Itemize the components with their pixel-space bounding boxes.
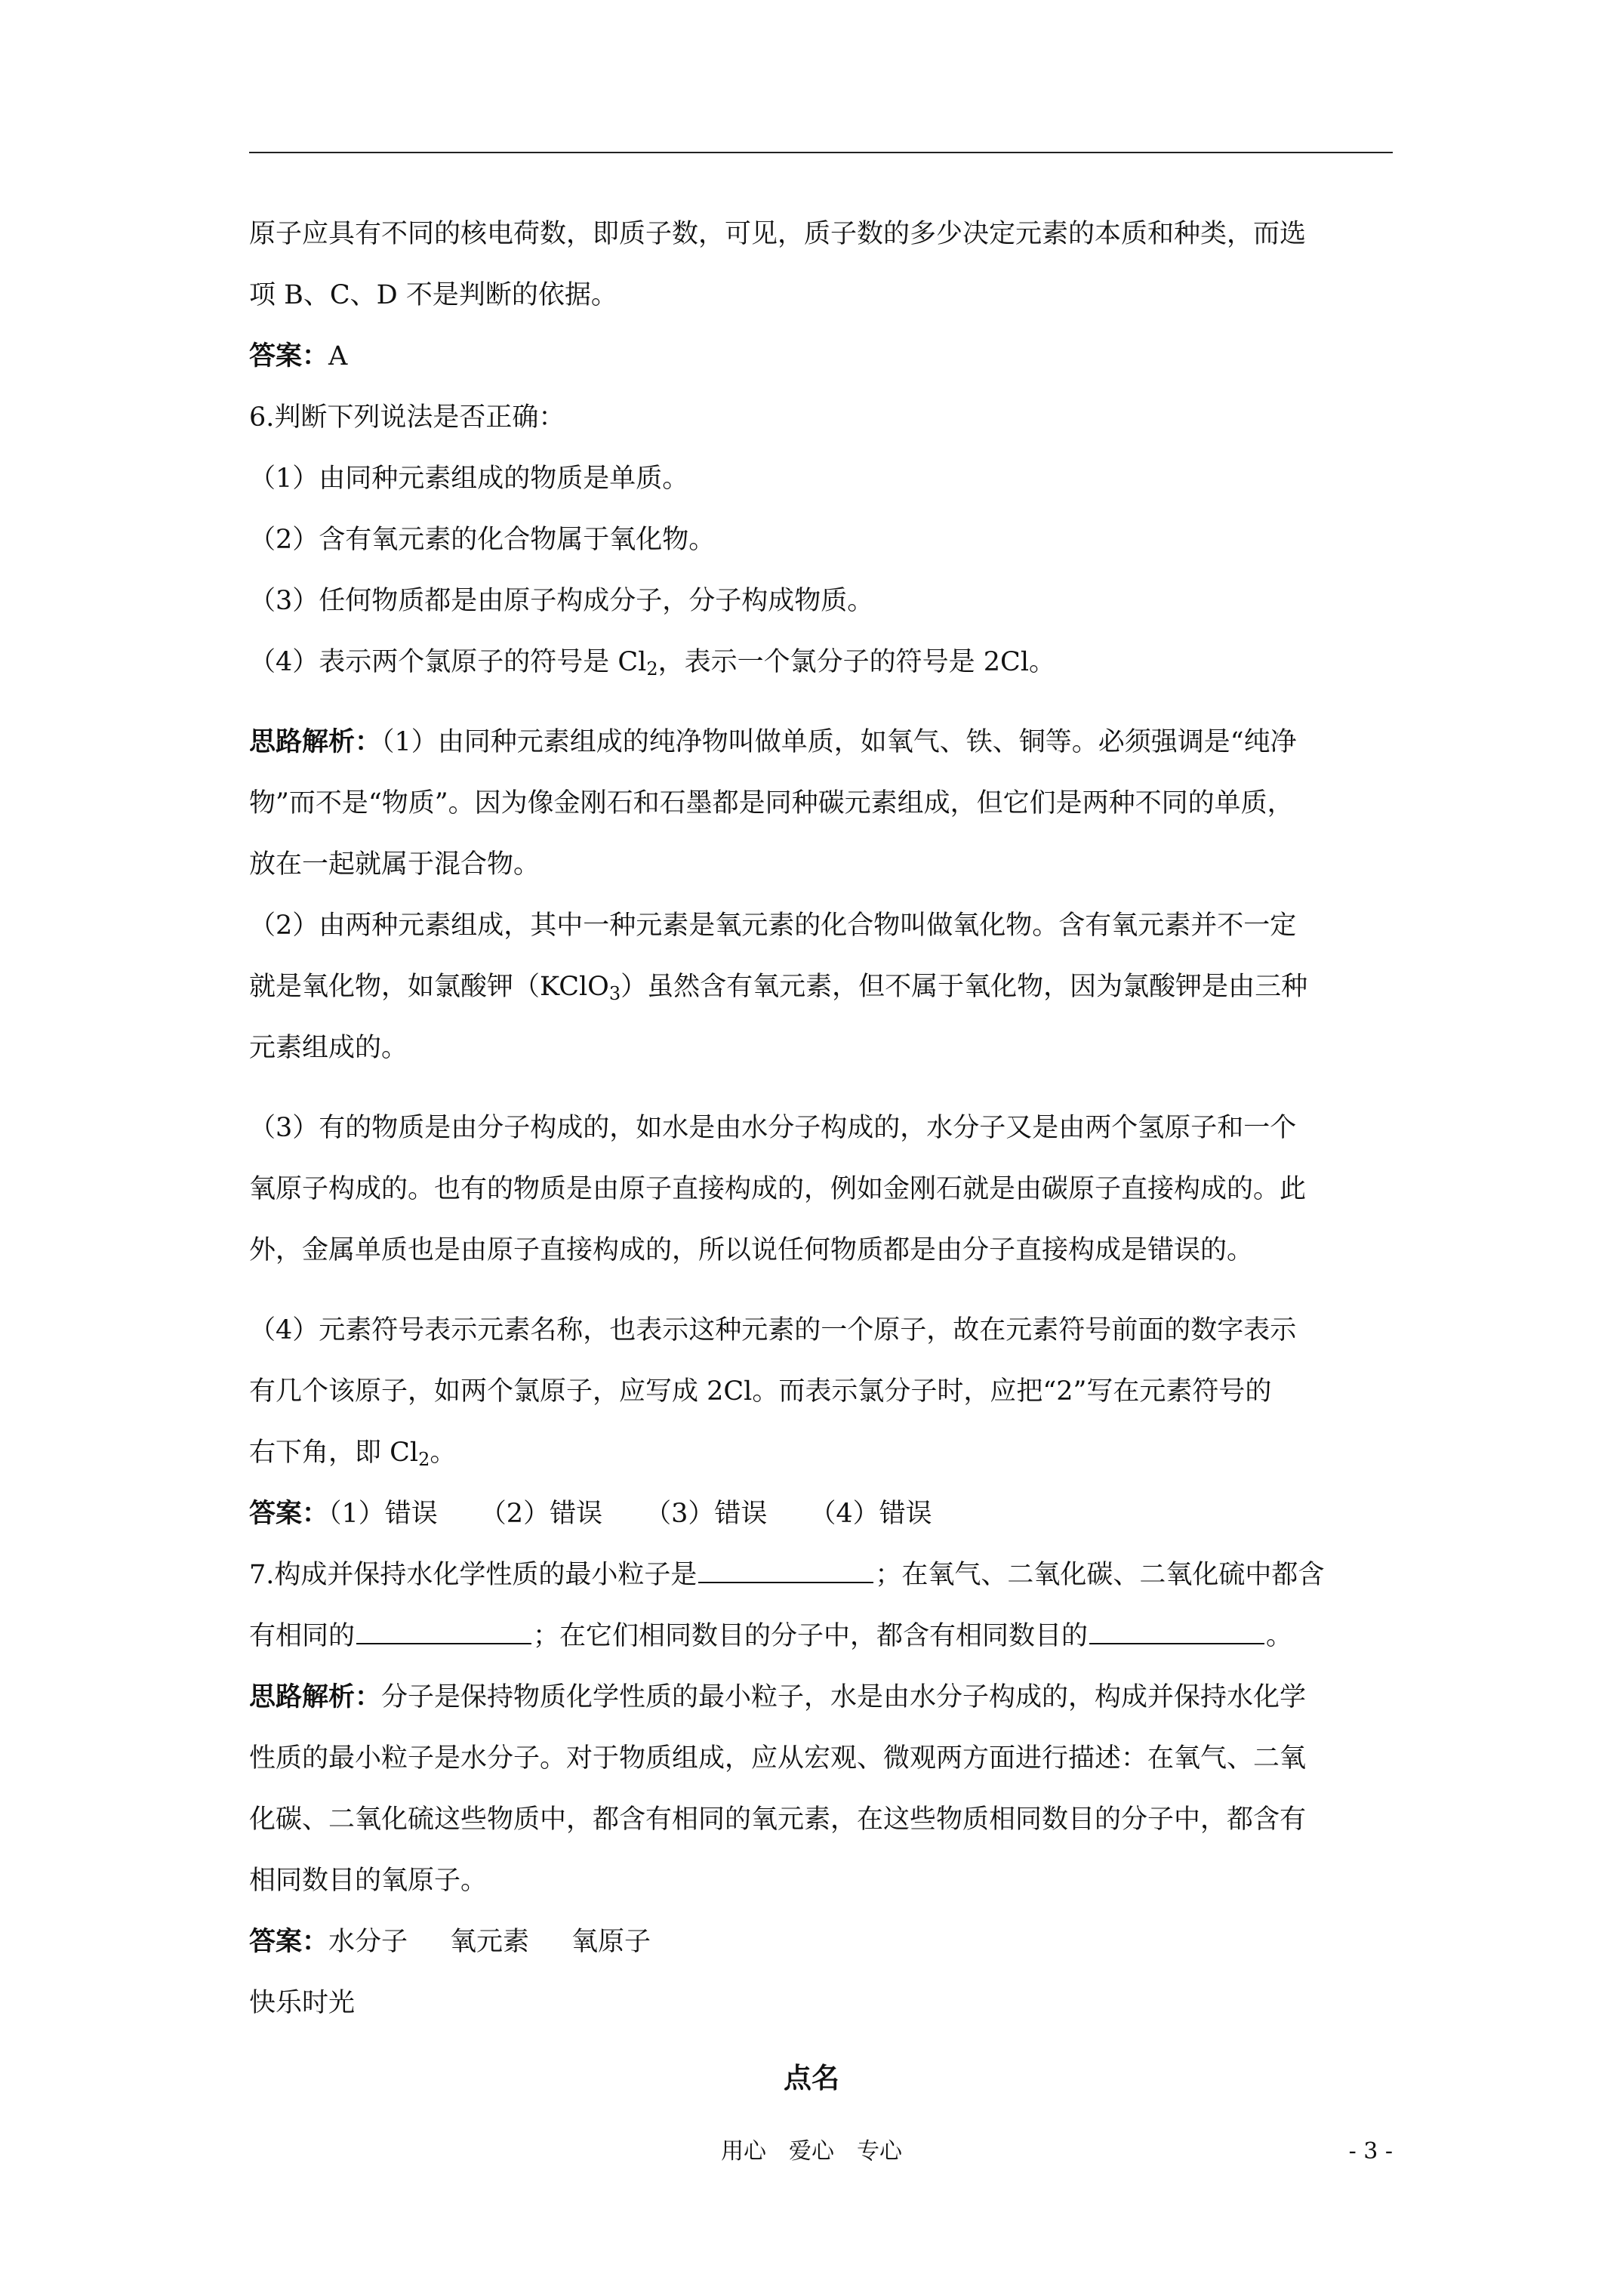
text-line: 元素组成的。 — [249, 1033, 408, 1063]
text-line: （2）由两种元素组成，其中一种元素是氧元素的化合物叫做氧化物。含有氧元素并不一定 — [249, 911, 1297, 941]
subscript: 3 — [608, 983, 621, 1004]
answer-label: 答案： — [249, 341, 329, 371]
section-heading: 快乐时光 — [249, 1988, 356, 2018]
text-line: 右下角，即 $Cl_2$。 — [249, 1438, 457, 1470]
answer-line: 答案：水分子 氧元素 氧原子 — [249, 1926, 651, 1957]
question-7: 7.构成并保持水化学性质的最小粒子是 ；在氧气、二氧化碳、二氧化硫中都含 — [249, 1556, 1397, 1594]
analysis-label: 思路解析： — [249, 726, 382, 757]
text-line: （4）元素符号表示元素名称，也表示这种元素的一个原子，故在元素符号前面的数字表示 — [249, 1315, 1297, 1345]
footer-motto: 用心 爱心 专心 — [721, 2138, 902, 2165]
subscript: 2 — [646, 658, 658, 680]
fill-blank — [1089, 1617, 1264, 1644]
text-line: 放在一起就属于混合物。 — [249, 849, 540, 880]
header-rule — [249, 152, 1393, 153]
text-line: 氧原子构成的。也有的物质是由原子直接构成的，例如金刚石就是由碳原子直接构成的。此 — [249, 1174, 1307, 1204]
statement-2: （2）含有氧元素的化合物属于氧化物。 — [249, 525, 716, 555]
answer-line — [249, 337, 1397, 375]
text-line: 相同数目的氧原子。 — [249, 1866, 488, 1896]
subscript: 2 — [418, 1449, 430, 1470]
answer-line: 答案：（1）错误 （2）错误 （3）错误 （4）错误 — [249, 1498, 932, 1529]
text-line: 物”而不是“物质”。因为像金刚石和石墨都是同种碳元素组成，但它们是两种不同的单质， — [249, 788, 1294, 818]
answer-label: 答案： — [249, 1926, 329, 1957]
fill-blank — [698, 1556, 873, 1583]
analysis-line: 思路解析：分子是保持物质化学性质的最小粒子，水是由水分子构成的，构成并保持水化学 — [249, 1681, 1307, 1712]
answer-label: 答案： — [249, 1498, 329, 1529]
statement-3: （3）任何物质都是由原子构成分子，分子构成物质。 — [249, 586, 874, 616]
fill-blank — [356, 1617, 531, 1644]
statement-4: （4）表示两个氯原子的符号是 $Cl_2$，表示一个氯分子的符号是 2Cl。 — [249, 647, 1056, 680]
text-line: 有几个该原子，如两个氯原子，应写成 2Cl。而表示氯分子时，应把“2”写在元素符号的 — [249, 1376, 1272, 1407]
answer-value: A — [328, 341, 348, 371]
text-line: 项 B、C、D 不是判断的依据。 — [249, 280, 617, 310]
text-line: 性质的最小粒子是水分子。对于物质组成，应从宏观、微观两方面进行描述：在氧气、二氧 — [249, 1743, 1307, 1774]
statement-1: （1）由同种元素组成的物质是单质。 — [249, 464, 689, 494]
analysis-label: 思路解析： — [249, 1681, 382, 1712]
analysis-line: 思路解析：（1）由同种元素组成的纯净物叫做单质，如氧气、铁、铜等。必须强调是“纯净 — [249, 726, 1297, 757]
text-line: （3）有的物质是由分子构成的，如水是由水分子构成的，水分子又是由两个氢原子和一个 — [249, 1113, 1297, 1143]
question-7-cont: 有相同的 ；在它们相同数目的分子中，都含有相同数目的 。 — [249, 1617, 1397, 1655]
text-line: 化碳、二氧化硫这些物质中，都含有相同的氧元素，在这些物质相同数目的分子中，都含有 — [249, 1804, 1307, 1835]
text-line: 原子应具有不同的核电荷数，即质子数，可见，质子数的多少决定元素的本质和种类，而选 — [249, 219, 1307, 249]
text-line: 外，金属单质也是由原子直接构成的，所以说任何物质都是由分子直接构成是错误的。 — [249, 1235, 1254, 1265]
page-number: - 3 - — [1348, 2138, 1393, 2165]
question-6: 6.判断下列说法是否正确： — [249, 402, 565, 433]
text-line: 就是氧化物，如氯酸钾（KClO$_3$）虽然含有氧元素，但不属于氧化物，因为氯酸钾是由三种 — [249, 972, 1308, 1004]
story-title: 点名 — [784, 2061, 839, 2094]
